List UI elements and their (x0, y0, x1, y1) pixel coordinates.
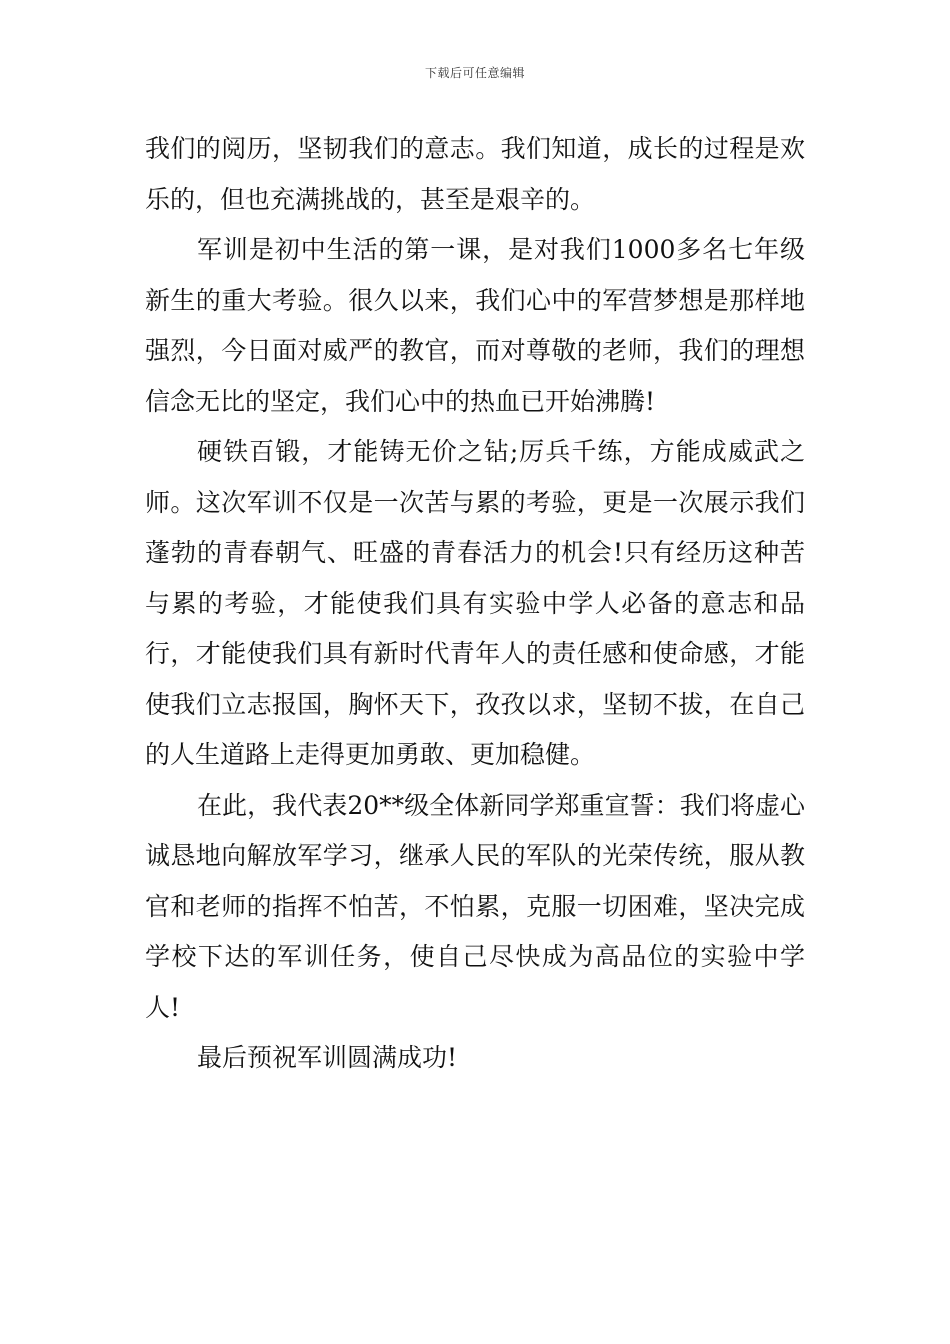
document-body (145, 124, 805, 1084)
paragraph-5: 最后预祝军训圆满成功! (197, 1043, 458, 1072)
paragraph-3: 硬铁百锻，才能铸无价之钻;厉兵千练，方能成威武之师。这次军训不仅是一次苦与累的考验，更是一次展示我们蓬勃的青春朝气、旺盛的青春活力的机会!只有经历这种苦与累的考验，才能使我们具有实验中学人必备的意志和品行，才能使我们具有新时代青年人的责任感和使命感，才能使我们立志报国，胸怀天下，孜孜以求，坚韧不拔，在自己的人生道路上走得更加勇敢、更加稳健。 (145, 437, 805, 769)
paragraph-2: 军训是初中生活的第一课，是对我们1000多名七年级新生的重大考验。很久以来，我们心中的军营梦想是那样地强烈，今日面对威严的教官，而对尊敬的老师，我们的理想信念无比的坚定，我们心中的热血已开始沸腾! (145, 235, 805, 416)
paragraph-1: 我们的阅历，坚韧我们的意志。我们知道，成长的过程是欢乐的，但也充满挑战的，甚至是艰辛的。 (145, 134, 805, 214)
paragraph-4: 在此，我代表20**级全体新同学郑重宣誓：我们将虚心诚恳地向解放军学习，继承人民的军队的光荣传统，服从教官和老师的指挥不怕苦，不怕累，克服一切困难，坚决完成学校下达的军训任务，使自己尽快成为高品位的实验中学人! (145, 790, 805, 1022)
page-header-note: 下载后可任意编辑 (424, 66, 525, 80)
